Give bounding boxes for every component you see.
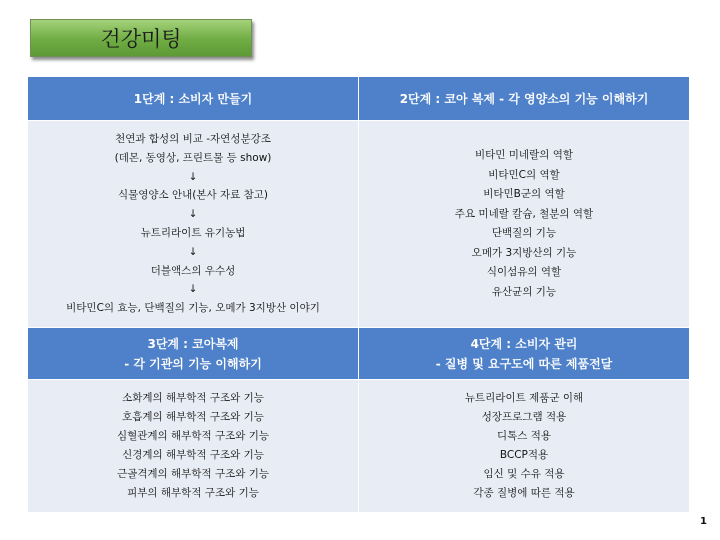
step1-body-line: 비타민C의 효능, 단백질의 기능, 오메가 3지방산 이야기 [66,302,320,315]
step3-body-line: 소화계의 해부학적 구조와 기능 [122,392,264,404]
step1-body-line: 뉴트리라이트 유기농법 [140,227,246,239]
step1-header-line: 1단계 : 소비자 만들기 [133,91,253,106]
page-title: 건강미팅 [30,19,252,57]
step4-header-line: - 질병 및 요구도에 따른 제품전달 [435,356,613,371]
steps-table [27,76,690,513]
step1-body-line: 더블액스의 우수성 [150,264,236,277]
step3-body-line: 근골격계의 해부학적 구조와 기능 [116,468,269,480]
step2-header-line: 2단계 : 코아 복제 - 각 영양소의 기능 이해하기 [399,91,649,106]
step2-body-line: 비타민C의 역할 [488,168,560,181]
step3-header [28,328,359,380]
arrow-down: ↓ [188,245,198,258]
step4-body-line: BCCP적용 [499,449,549,461]
step2-body-line: 단백질의 기능 [491,227,557,239]
step2-body-line: 주요 미네랄 칼슘, 철분의 역할 [454,207,594,220]
step3-body-line: 피부의 해부학적 구조와 기능 [127,487,259,499]
arrow-down: ↓ [188,170,198,183]
step4-body-line: 성장프로그램 적용 [481,411,567,423]
step3-body [28,380,359,513]
step4-header [359,328,690,380]
step2-body-line: 오메가 3지방산의 기능 [471,246,577,259]
arrow-down: ↓ [188,283,198,296]
step3-header-line: - 각 기관의 기능 이해하기 [124,356,262,371]
step1-body [28,121,359,328]
step4-body-line: 디톡스 적용 [496,430,552,442]
step4-header-line: 4단계 : 소비자 관리 [470,336,578,351]
step2-body-line: 비타민 미네랄의 역할 [475,149,573,161]
step4-body-line: 임신 및 수유 적용 [483,468,565,480]
step2-body-line: 유산균의 기능 [491,285,557,298]
step4-body-line: 각종 질병에 따른 적용 [473,487,575,499]
step2-header [359,77,690,121]
step1-body-line: 식물영양소 안내(본사 자료 참고) [117,189,269,202]
step1-body-line: (데몬, 동영상, 프린트물 등 show) [114,151,272,164]
step2-body-line: 비타민B군의 역할 [483,188,565,200]
step1-header [28,77,359,121]
step3-header-line: 3단계 : 코아복제 [147,336,239,351]
step4-body [359,380,690,513]
step3-body-line: 심혈관계의 해부학적 구조와 기능 [116,430,269,442]
step3-body-line: 호흡계의 해부학적 구조와 기능 [122,411,264,423]
step2-body [359,121,690,328]
step2-body-line: 식이섬유의 역할 [486,266,562,278]
page-number: 1 [700,516,707,527]
arrow-down: ↓ [188,208,198,221]
step4-body-line: 뉴트리라이트 제품군 이해 [464,392,584,404]
step3-body-line: 신경계의 해부학적 구조와 기능 [122,449,264,461]
step1-body-line: 천연과 합성의 비교 -자연성분강조 [115,133,271,146]
